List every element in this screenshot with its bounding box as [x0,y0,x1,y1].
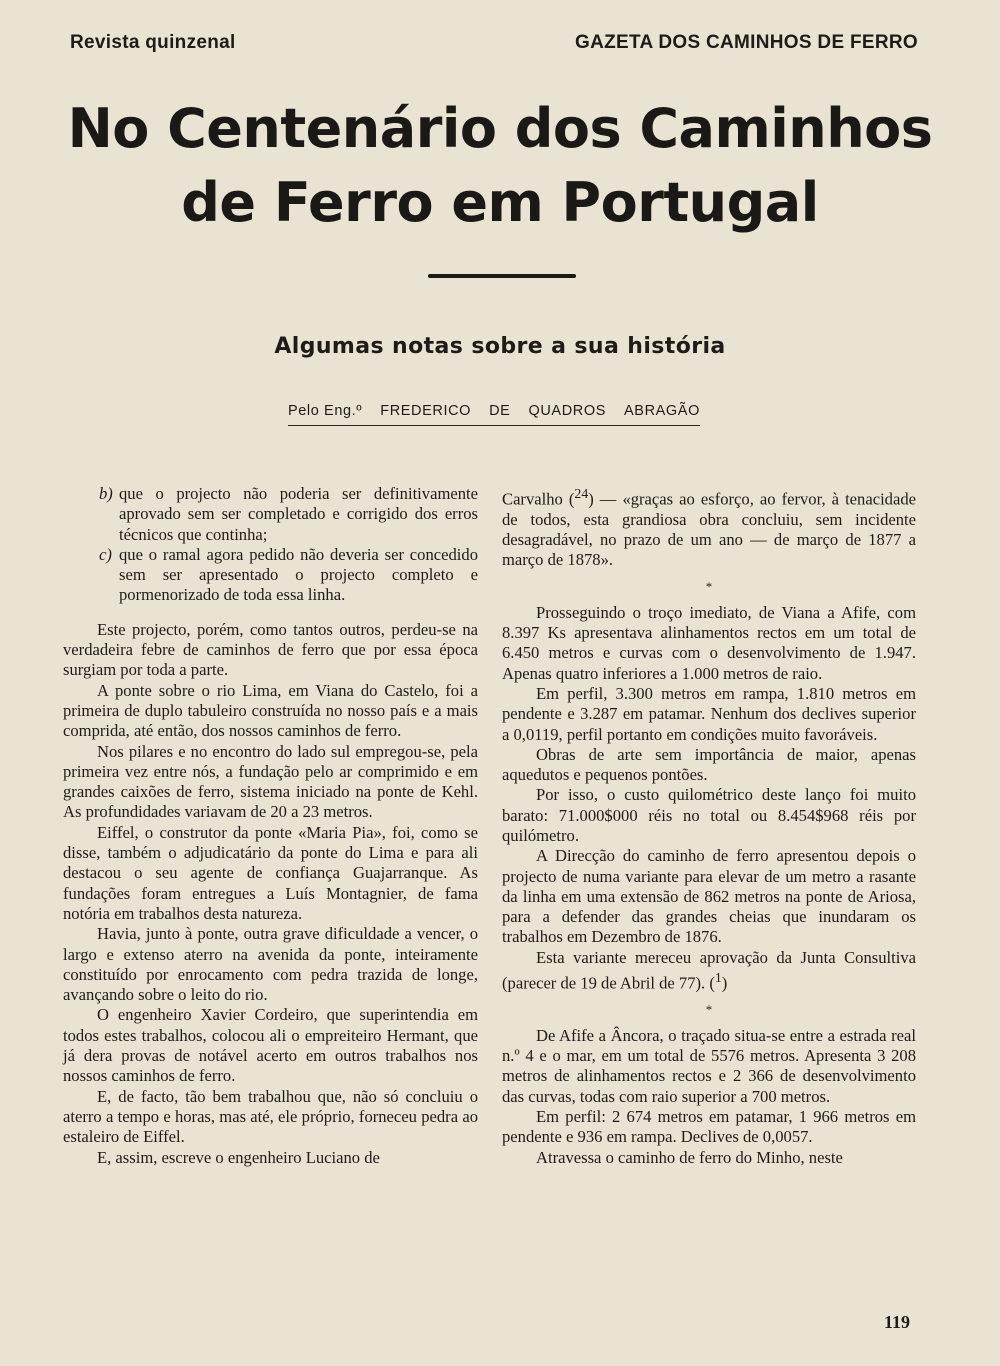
byline-name-part-4: ABRAGÃO [624,403,700,419]
text-run: ) [721,973,728,993]
text-run: ) — «graças ao esforço, ao fervor, à tenacidade de todos, esta grandiosa obra concluiu, sem incidente desagradável, no prazo de um ano — de março de 1877 a março de 1878». [502,489,917,570]
paragraph: De Afife a Âncora, o traçado situa-se entre a estrada real n.º 4 e o mar, em um total de 5576 metros. Apresenta 3 208 metros de alinhamentos rectos e 2 366 de desenvolvimento das curvas, todas com raio superior a 700 metros. [502,1025,916,1106]
paragraph: Eiffel, o construtor da ponte «Maria Pia», foi, como se disse, também o adjudicatário da ponte do Lima e para ali destacou o seu agente de confiança Guajarranque. As fundações foram entregues a Luís Montagnier, de fama notória em trabalhos desta natureza. [63,822,478,923]
paragraph: Atravessa o caminho de ferro do Minho, neste [536,1147,843,1167]
byline-name-part-2: DE [489,403,511,419]
paragraph: Por isso, o custo quilométrico deste lanço foi muito barato: 71.000$000 réis no total ou 8.454$968 réis por quilómetro. [502,785,916,845]
paragraph-continued [502,484,916,571]
article-title-line-2: de Ferro em Portugal [181,171,819,234]
article-title [40,92,960,240]
section-separator-star: * [705,1001,713,1017]
footnote-ref: 1 [714,970,722,986]
list-text-c: que o ramal agora pedido não deveria ser concedido sem ser apresentado o projecto completo e pormenorizado de toda essa linha. [119,544,478,605]
paragraph: Prosseguindo o troço imediato, de Viana a Afife, com 8.397 Ks apresentava alinhamentos rectos em um total de 6.450 metros e curvas com o desenvolvimento de 1.947. Apenas quatro inferiores a 1.000 metros de raio. [502,602,916,683]
header-publication-title: GAZETA DOS CAMINHOS DE FERRO [574,32,918,53]
paragraph: Em perfil, 3.300 metros em rampa, 1.810 metros em pendente e 3.287 em patamar. Nenhum dos declives superior a 0,0119, perfil portanto em condições muito favoráveis. [502,683,916,744]
paragraph: Obras de arte sem importância de maior, apenas aquedutos e pequenos pontões. [502,744,916,785]
paragraph-gap [63,606,478,620]
paragraph: E, assim, escreve o engenheiro Luciano de [97,1147,380,1167]
paragraph: Em perfil: 2 674 metros em patamar, 1 966 metros em pendente e 936 em rampa. Declives de 0,0057. [502,1107,916,1147]
paragraph: O engenheiro Xavier Cordeiro, que superintendia em todos estes trabalhos, colocou ali o empreiteiro Hermant, que já dera provas de notável acerto em outros trabalhos nos nossos caminhos de ferro. [63,1005,478,1086]
section-separator-star: * [705,578,713,594]
list-marker-b: b) [99,484,113,503]
paragraph: Nos pilares e no encontro do lado sul empregou-se, pela primeira vez entre nós, a fundação pelo ar comprimido e em grandes caixões de ferro, sistema iniciado na ponte de Kehl. As profundidades variavam de 20 a 23 metros. [63,741,478,822]
paragraph: Este projecto, porém, como tantos outros, perdeu-se na verdadeira febre de caminhos de ferro que por essa época surgiam por toda a parte. [63,619,478,680]
footnote-ref: 24 [574,486,589,501]
list-item-c [63,545,478,606]
paragraph: E, de facto, tão bem trabalhou que, não só concluiu o aterro a tempo e horas, mas até, ele próprio, forneceu pedra ao estaleiro de Eiffel. [63,1086,478,1147]
paragraph: Havia, junto à ponte, outra grave dificuldade a vencer, o largo e extenso aterro na avenida da ponte, inteiramente constituído por enrocamento com pedra trazida de longe, avançando sobre o leito do rio. [63,924,478,1005]
byline [288,403,700,426]
text-run: Carvalho ( [502,489,575,509]
article-subtitle: Algumas notas sobre a sua história [274,334,726,359]
byline-prefix: Pelo Eng.º [288,403,363,419]
header-publication-frequency: Revista quinzenal [70,32,236,53]
title-divider [428,274,576,278]
byline-name-part-1: FREDERICO [380,403,472,419]
left-column [63,484,478,1168]
list-marker-c: c) [99,544,112,564]
paragraph: A ponte sobre o rio Lima, em Viana do Castelo, foi a primeira de duplo tabuleiro construída no nosso país e a mais comprida, até então, dos nossos caminhos de ferro. [63,680,478,741]
paragraph: A Direcção do caminho de ferro apresentou depois o projecto de numa variante para elevar de um metro a rasante da linha em uma extensão de 862 metros na ponte de Ariosa, para a defender das grandes cheias que inundaram os trabalhos em Dezembro de 1876. [502,846,916,947]
paragraph [502,948,916,994]
byline-name-part-3: QUADROS [528,403,606,419]
page-number: 119 [883,1312,910,1332]
list-text-b: que o projecto não poderia ser definitivamente aprovado sem ser completado e corrigido dos erros técnicos que continha; [119,484,478,544]
text-run: Esta variante mereceu aprovação da Junta Consultiva (parecer de 19 de Abril de 77). ( [502,947,916,993]
right-column [502,484,916,1168]
article-title-line-1: No Centenário dos Caminhos [67,97,933,160]
list-item-b [63,484,478,545]
